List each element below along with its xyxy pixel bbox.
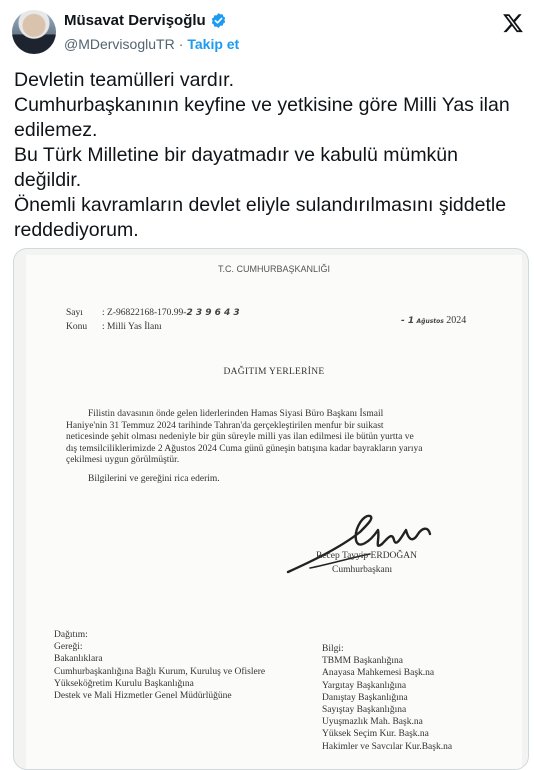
tweet-line: Devletin teamülleri vardır.: [14, 69, 235, 91]
tweet-line: değildir.: [14, 169, 82, 191]
verified-badge-icon: [210, 12, 227, 29]
document-closing: Bilgilerini ve gereğini rica ederim.: [88, 474, 220, 484]
paragraph-line: çekilmesi uygun görülmüştür.: [66, 455, 180, 466]
tweet-line: Cumhurbaşkanının keyfine ve yetkisine göre Milli Yas ilan: [14, 94, 510, 116]
document-date: [401, 315, 466, 326]
gereg-item: Destek ve Mali Hizmetler Genel Müdürlüğüne: [54, 691, 232, 702]
bilgi-item: Hakimler ve Savcılar Kur.Başk.na: [322, 741, 453, 752]
gereg-label: Gereği:: [54, 642, 83, 653]
paragraph-line: neticesinde şehit olması nedeniyle bir gün süreyle milli yas ilan edilmesi ile bütün yurtta ve: [66, 432, 414, 443]
date-month: Ağustos: [416, 318, 444, 325]
sayi-value: : Z-96822168-170.99-: [102, 308, 187, 318]
signature-image: [270, 510, 460, 590]
bilgi-item: Yüksek Seçim Kur. Başk.na: [322, 729, 429, 740]
document-reference-line: [66, 308, 240, 318]
bilgi-item: TBMM Başkanlığına: [322, 656, 404, 667]
paragraph-line: Filistin davasının önde gelen liderlerinden Hamas Siyasi Büro Başkanı İsmail: [88, 409, 384, 419]
bilgi-item: Danıştay Başkanlığına: [322, 692, 408, 703]
signer-title: Cumhurbaşkanı: [332, 565, 393, 575]
date-day: - 1: [401, 316, 415, 326]
avatar[interactable]: [12, 10, 56, 54]
author-handle[interactable]: @MDervisogluTR: [64, 36, 175, 52]
konu-label: Konu: [66, 322, 88, 332]
distribution-label: Dağıtım:: [54, 630, 88, 640]
bilgi-item: Sayıştay Başkanlığına: [322, 705, 407, 716]
bilgi-item: Anayasa Mahkemesi Başk.na: [322, 668, 435, 679]
paragraph-line: dış temsilciliklerimizde 2 Ağustos 2024 Cuma günü güneşin batışına kadar bayrakların yarıya: [66, 443, 423, 454]
separator-dot: ·: [178, 36, 184, 52]
gereg-item: Yükseköğretim Kurulu Başkanlığına: [54, 678, 194, 689]
follow-button[interactable]: Takip et: [187, 36, 240, 52]
author-handle-row: [64, 36, 239, 52]
tweet-text: [14, 68, 524, 243]
bilgi-item: Uyuşmazlık Mah. Başk.na: [322, 717, 423, 728]
distribution-gereg-column: [54, 629, 265, 702]
author-name-row: [64, 12, 227, 29]
date-year: 2024: [446, 315, 467, 326]
document-paragraph: [66, 409, 470, 467]
official-document: [26, 255, 522, 770]
signer-name: Recep Tayyip ERDOĞAN: [316, 551, 418, 561]
tweet-line: reddediyorum.: [14, 219, 139, 241]
bilgi-item: Yargıtay Başkanlığına: [322, 680, 407, 691]
document-header: T.C. CUMHURBAŞKANLIĞI: [217, 264, 331, 274]
bilgi-label: Bilgi:: [322, 644, 344, 654]
sayi-handwritten-number: 2 3 9 6 4 3: [186, 308, 240, 318]
paragraph-line: Haniye'nin 31 Temmuz 2024 tarihinde Tahran'da gerçekleştirilen menfur bir suikast: [66, 420, 384, 431]
author-display-name[interactable]: Müsavat Dervişoğlu: [64, 12, 206, 29]
document-subject-line: [66, 322, 162, 332]
x-logo-icon[interactable]: [502, 12, 524, 34]
gereg-item: Cumhurbaşkanlığına Bağlı Kurum, Kuruluş ve Ofislere: [54, 666, 266, 677]
gereg-item: Bakanlıklara: [54, 654, 103, 665]
distribution-bilgi-column: [322, 643, 452, 753]
tweet-line: edilemez.: [14, 119, 98, 141]
tweet-line: Bu Türk Milletine bir dayatmadır ve kabulü mümkün: [14, 144, 458, 166]
document-title: DAĞITIM YERLERİNE: [223, 367, 325, 377]
sayi-label: Sayı: [66, 308, 83, 318]
konu-value: : Milli Yas İlanı: [102, 322, 162, 332]
tweet-line: Önemli kavramların devlet eliyle sulandırılmasını şiddetle: [14, 194, 507, 216]
tweet-media-image[interactable]: [13, 248, 529, 770]
